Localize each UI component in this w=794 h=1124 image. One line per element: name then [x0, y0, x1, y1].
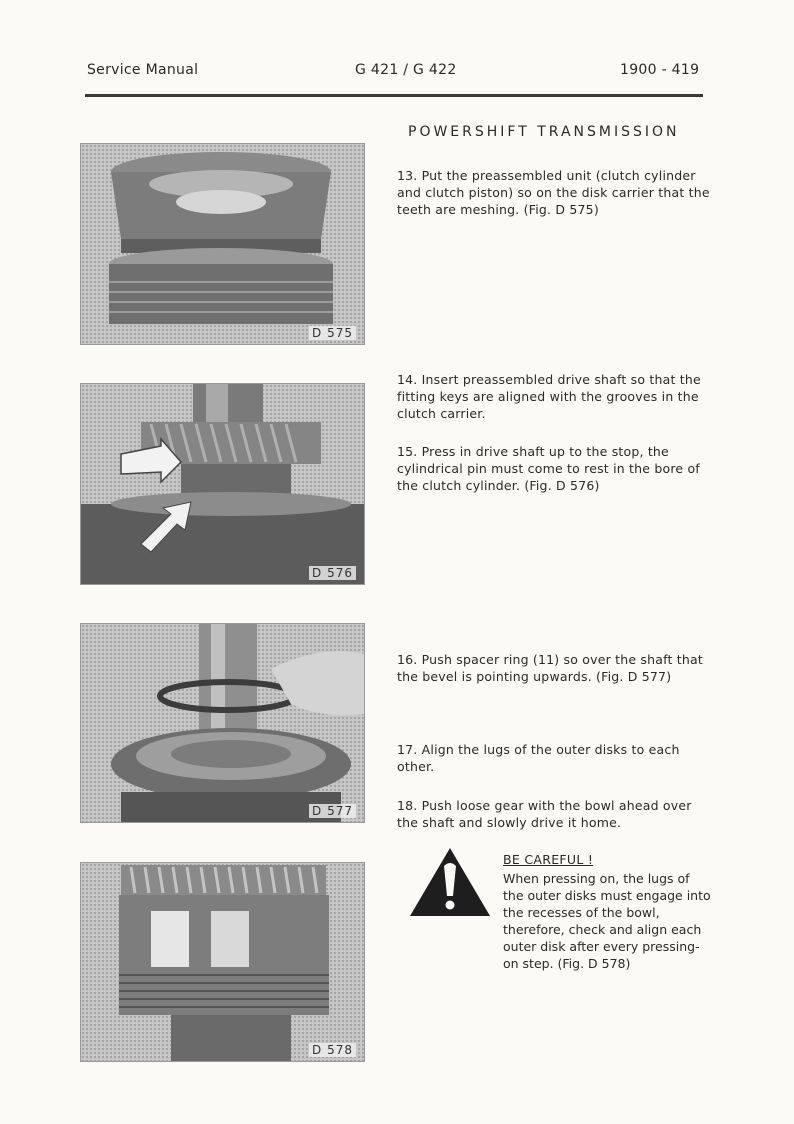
figure-d577-image	[81, 624, 364, 822]
figure-label: D 576	[309, 566, 356, 580]
section-title: POWERSHIFT TRANSMISSION	[408, 124, 680, 140]
figure-d578-image	[81, 863, 364, 1061]
header-manual-title: Service Manual	[87, 62, 199, 78]
step-16: 16. Push spacer ring (11) so over the shaft that the bevel is pointing upwards. (Fig. D 577)	[397, 652, 703, 684]
warning-triangle-icon	[408, 846, 492, 918]
header-page-number: 1900 - 419	[620, 62, 700, 78]
step-13: 13. Put the preassembled unit (clutch cylinder and clutch piston) so on the disk carrier that the teeth are meshing. (Fig. D 575)	[397, 168, 710, 217]
warning-title: BE CAREFUL !	[503, 852, 594, 867]
step-14: 14. Insert preassembled drive shaft so that the fitting keys are aligned with the grooves in the clutch carrier.	[397, 372, 701, 421]
step-18: 18. Push loose gear with the bowl ahead over the shaft and slowly drive it home.	[397, 798, 692, 830]
header-model: G 421 / G 422	[355, 62, 457, 78]
figure-label: D 575	[309, 326, 356, 340]
figure-d575-image	[81, 144, 364, 344]
warning-body: When pressing on, the lugs of the outer disks must engage into the recesses of the bowl, therefore, check and align each outer disk after every pressing-on step. (Fig. D 578)	[503, 871, 711, 971]
figure-d577	[80, 623, 365, 823]
figure-d576	[80, 383, 365, 585]
step-15: 15. Press in drive shaft up to the stop, the cylindrical pin must come to rest in the bore of the clutch cylinder. (Fig. D 576)	[397, 444, 700, 493]
figure-d575	[80, 143, 365, 345]
figure-d576-image	[81, 384, 364, 584]
figure-d578	[80, 862, 365, 1062]
figure-label: D 577	[309, 804, 356, 818]
step-17: 17. Align the lugs of the outer disks to each other.	[397, 742, 680, 774]
figure-label: D 578	[309, 1043, 356, 1057]
header-rule	[85, 94, 703, 97]
